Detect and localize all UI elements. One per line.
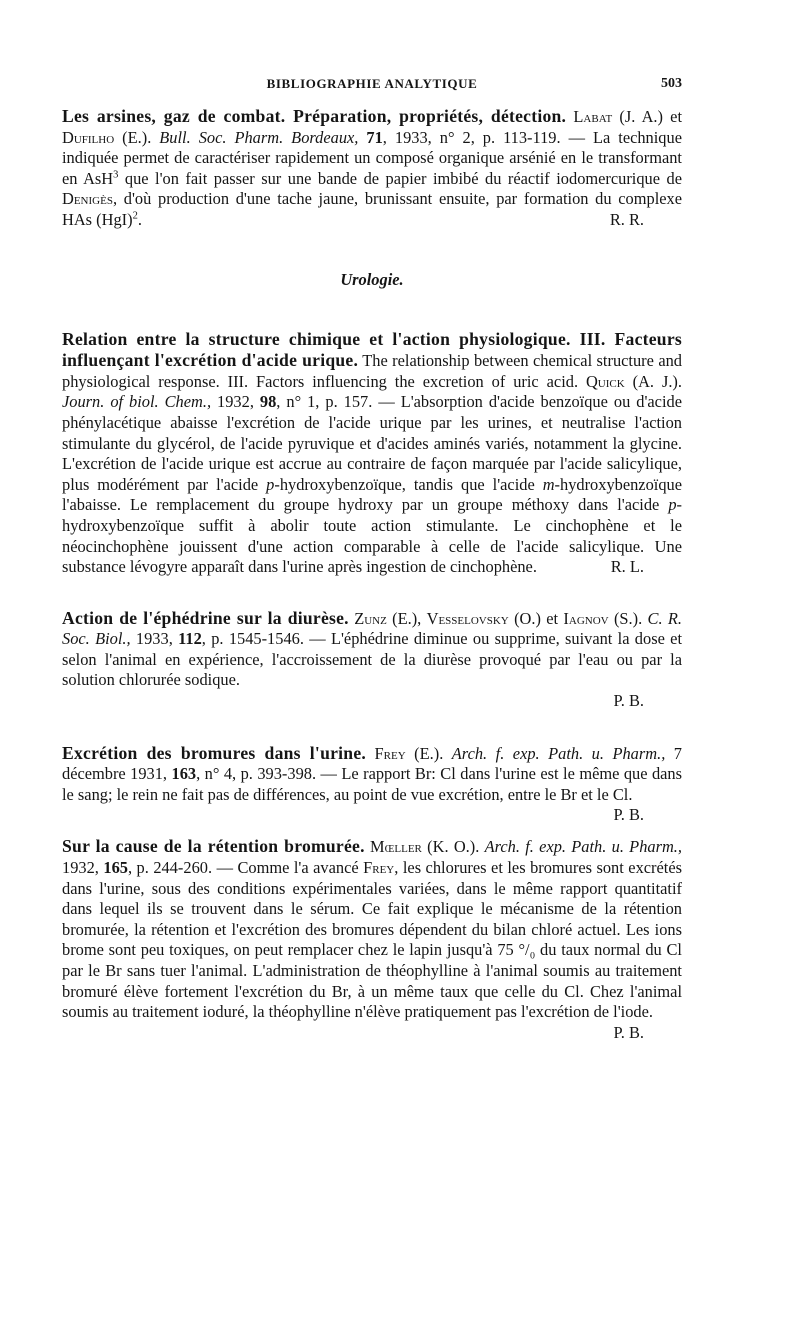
author-name: Frey <box>374 743 406 763</box>
volume-number: 165 <box>103 858 128 878</box>
signature: P. B. <box>613 1022 644 1042</box>
entry-heading: Relation entre la structure chimique et l'action physiologique. III. Facteurs influençant l'excrétion d'acide urique. <box>62 328 682 371</box>
abstract-text: , d'où production d'une tache jaune, brunissant ensuite, par formation du complexe HAs (HgI) <box>62 189 682 229</box>
journal-title: C. R. Soc. Biol., <box>62 608 682 649</box>
signature: P. B. <box>613 805 644 825</box>
abstract-entry-uric-acid <box>62 329 682 578</box>
volume-number: 112 <box>178 629 202 649</box>
author-name: Zunz <box>354 608 387 628</box>
abstract-entry-bromures <box>62 742 682 825</box>
superscript: 3 <box>113 169 119 181</box>
abstract-entry-retention-bromuree <box>62 836 682 1042</box>
abstract-text: . <box>137 209 142 229</box>
journal-title: Journ. of biol. Chem., <box>62 392 212 412</box>
author-initials: (K. O.). <box>421 837 485 857</box>
entry-heading: Action de l'éphédrine sur la diurèse. <box>62 607 349 628</box>
entry-heading: Les arsines, gaz de combat. Préparation, propriétés, détection. <box>62 106 567 126</box>
author-name: Quick <box>585 371 625 391</box>
abstract-entry-ephedrine <box>62 608 682 691</box>
author-initials: (S.). <box>608 608 648 628</box>
citation-details: , p. 244-260. <box>127 858 213 878</box>
author-name: Mœller <box>370 837 422 857</box>
author-name: Dufilho <box>62 127 115 147</box>
running-head <box>62 68 682 90</box>
abstract-text: -hydroxybenzoïque suffit à abolir toute action stimulante. Le cinchophène et le néocinchophène jouissent d'une action comparable à celle de l'acide salicylique. Une substance lévogyre apparaît dans l'urine après ingestion de cinchophène. <box>62 495 682 577</box>
journal-title: Bull. Soc. Pharm. Bordeaux, <box>159 127 359 147</box>
cited-name: Denigès <box>62 189 113 209</box>
abstract-text: — Le rapport Br: Cl dans l'urine est le même que dans le sang; le rein ne fait pas de différences, au point de vue excrétion, entre le Br et le Cl. <box>62 764 682 804</box>
abstract-text: — La technique indiquée permet de caractériser rapidement un composé organique arsénié en le transformant en AsH <box>62 127 682 188</box>
abstract-text: — Comme l'a avancé <box>212 858 364 878</box>
journal-title: Arch. f. exp. Path. u. Pharm., <box>451 743 666 763</box>
citation-details: 1932, <box>62 858 104 878</box>
citation-details: 1932, <box>211 392 260 412</box>
signature: R. R. <box>609 209 644 229</box>
abstract-entry-arsines <box>62 106 682 231</box>
author-name: Iagnov <box>563 608 609 628</box>
author-initials: (E.). <box>405 743 452 763</box>
author-name: Labat <box>573 107 613 126</box>
signature: R. L. <box>610 557 644 577</box>
volume-number: 98 <box>259 392 277 412</box>
abstract-text: -hydroxybenzoïque l'abaisse. Le remplacement du groupe hydroxy par un groupe méthoxy dans l'acide <box>62 474 682 515</box>
signature: P. B. <box>613 691 644 711</box>
citation-details: 1933, <box>130 629 179 649</box>
section-heading: Urologie. <box>340 269 404 289</box>
english-title: The relationship between chemical structure and physiological response. III. Factors influencing the excretion of uric acid. <box>62 351 682 391</box>
abstract-text: , les chlorures et les bromures sont excrétés dans l'urine, sous des conditions expérimentales variées, dans le même rapport quantitatif dans lequel ils se trouvent dans le sérum. Ce fait explique le mécanisme de la rétention bromurée, la rétention et l'excrétion des bromures dépendent du bilan chloré actuel. Les ions brome sont peu toxiques, on peut remplacer chez le lapin jusqu'à 75 °/₀ du taux normal du Cl par le Br sans tuer l'animal. L'administration de théophylline à l'animal soumis au traitement bromuré élève fortement l'excrétion du Br, à un même taux que celle du Cl. Chez l'animal soumis au traitement ioduré, la théophylline n'élève pratiquement pas l'excrétion de l'iode. <box>62 858 682 1022</box>
abstract-text: que l'on fait passer sur une bande de papier imbibé du réactif iodomercurique de <box>118 168 682 188</box>
citation-details: 7 décembre 1931, <box>62 743 682 784</box>
volume-number: 163 <box>171 764 197 784</box>
author-initials: (E.). <box>122 127 152 147</box>
page-number: 503 <box>661 76 682 91</box>
author-initials: (E.), <box>386 608 427 628</box>
citation-details: , n° 4, p. 393-398. <box>196 764 317 784</box>
author-initials: (J. A.) et <box>619 107 683 126</box>
chemical-prefix: p <box>266 474 275 494</box>
abstract-text: -hydroxybenzoïque, tandis que l'acide <box>274 474 543 494</box>
chemical-prefix: m <box>542 474 555 494</box>
chemical-prefix: p <box>668 495 677 515</box>
author-initials: (O.) et <box>508 608 564 628</box>
abstract-text: — L'absorption d'acide benzoïque ou d'acide phénylacétique abaisse l'excrétion de l'acide urique par les urines, et neutralise l'action stimulante du glycérol, de l'acide pyruvique et d'acides aminés variés, notamment la glycine. L'excrétion de l'acide urique est accrue au contraire de façon marquée par l'acide salicylique, plus modérément par l'acide <box>62 392 682 494</box>
citation-details: , 1933, n° 2, p. 113-119. <box>382 127 561 147</box>
superscript: 2 <box>132 210 138 222</box>
volume-number: 71 <box>366 127 383 147</box>
abstract-text: — L'éphédrine diminue ou supprime, suivant la dose et selon l'animal en expérience, l'accroissement de la diurèse provoqué par l'eau ou par la solution chlorurée sodique. <box>62 629 682 690</box>
entry-heading: Excrétion des bromures dans l'urine. <box>62 742 367 763</box>
running-head-title: BIBLIOGRAPHIE ANALYTIQUE <box>266 76 478 91</box>
citation-details: , n° 1, p. 157. <box>276 392 373 412</box>
journal-page <box>62 68 682 1043</box>
journal-title: Arch. f. exp. Path. u. Pharm., <box>484 837 682 857</box>
cited-name: Frey <box>363 858 395 878</box>
author-name: Vesselovsky <box>426 608 509 628</box>
citation-details: , p. 1545-1546. <box>201 629 304 649</box>
entry-heading: Sur la cause de la rétention bromurée. <box>62 836 365 857</box>
author-initials: (A. J.). <box>624 371 682 391</box>
